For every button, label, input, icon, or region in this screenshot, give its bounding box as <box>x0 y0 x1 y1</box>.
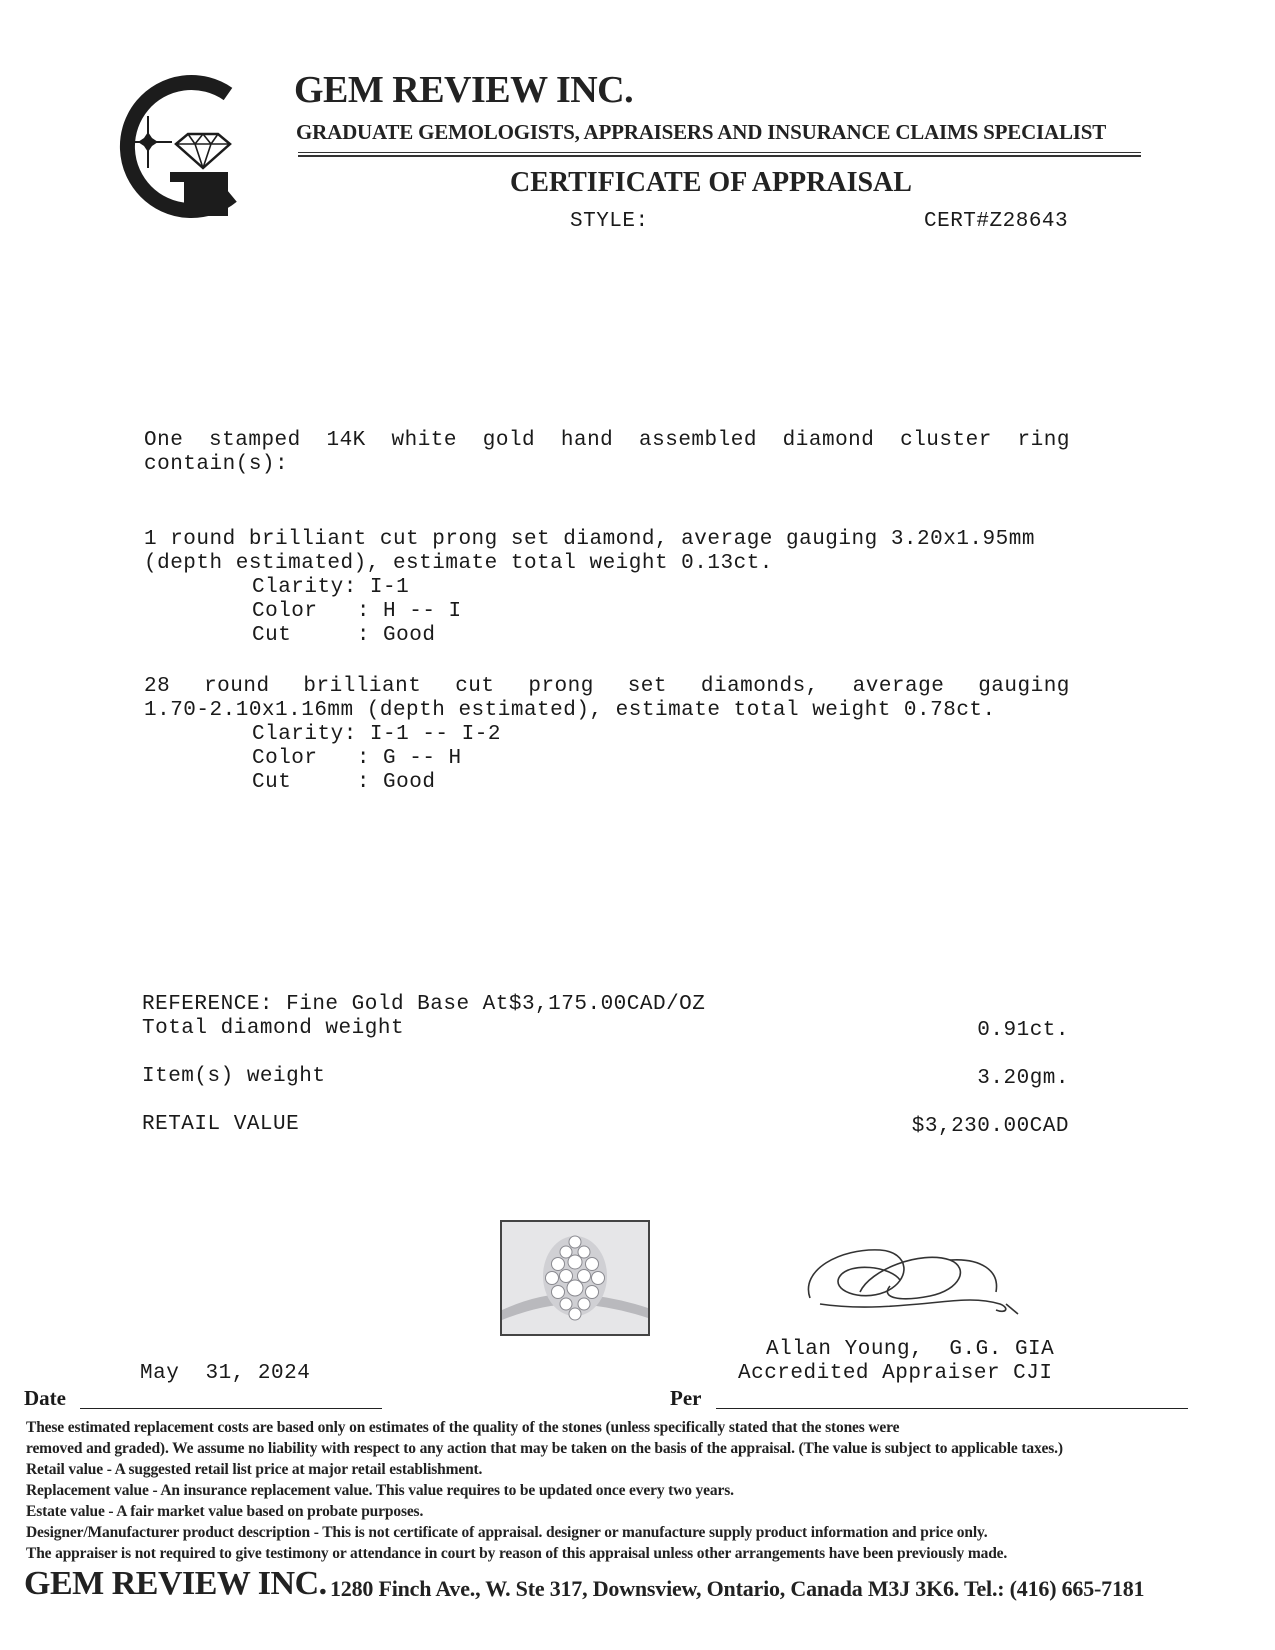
description-word: set <box>627 675 668 698</box>
per-signature-line <box>716 1408 1188 1409</box>
description-word: stamped <box>209 429 301 452</box>
description-word: cluster <box>900 429 992 452</box>
appraiser-name: Allan Young, G.G. GIA <box>766 1338 1055 1361</box>
appraisal-date: May 31, 2024 <box>140 1362 311 1385</box>
gem-review-logo <box>100 72 248 228</box>
description-word: white <box>391 429 458 452</box>
description-word: prong <box>528 675 594 698</box>
description-word: brilliant <box>303 675 422 698</box>
cluster-stones-color: Color : G -- H <box>252 747 462 770</box>
center-stone-description: (depth estimated), estimate total weight 0.13ct. <box>144 552 773 575</box>
cluster-stones-description <box>144 675 1070 698</box>
footer-company-name: GEM REVIEW INC. <box>24 1565 327 1602</box>
disclaimer-line: The appraiser is not required to give testimony or attendance in court by reason of this appraisal unless other arrangements have been previously made. <box>26 1545 1008 1562</box>
description-word: ring <box>1017 429 1070 452</box>
center-stone-color: Color : H -- I <box>252 600 462 623</box>
description-word: cut <box>455 675 495 698</box>
appraiser-title: Accredited Appraiser CJI <box>738 1362 1053 1385</box>
disclaimer-line: Retail value - A suggested retail list price at major retail establishment. <box>26 1461 483 1478</box>
company-name: GEM REVIEW INC. <box>294 69 634 111</box>
description-word: assembled <box>639 429 757 452</box>
item-description-line <box>144 429 1070 452</box>
gold-reference: REFERENCE: Fine Gold Base At$3,175.00CAD/OZ <box>142 993 706 1016</box>
retail-value-label: RETAIL VALUE <box>142 1113 300 1136</box>
description-word: gold <box>482 429 536 452</box>
total-diamond-weight-value: 0.91ct. <box>977 1019 1069 1042</box>
footer-address: 1280 Finch Ave., W. Ste 317, Downsview, Ontario, Canada M3J 3K6. Tel.: (416) 665-7181 <box>330 1576 1145 1601</box>
style-label: STYLE: <box>570 210 649 233</box>
description-word: 14K <box>326 429 366 452</box>
header-divider <box>298 155 1141 157</box>
disclaimer-line: Replacement value - An insurance replacement value. This value requires to be updated once every two years. <box>26 1482 734 1499</box>
company-tagline: GRADUATE GEMOLOGISTS, APPRAISERS AND INSURANCE CLAIMS SPECIALIST <box>296 120 1107 144</box>
cluster-stones-cut: Cut : Good <box>252 771 436 794</box>
header-divider <box>298 152 1141 153</box>
date-label: Date <box>24 1386 66 1410</box>
date-signature-line <box>80 1408 382 1409</box>
ring-photo <box>500 1220 650 1336</box>
description-word: diamond <box>782 429 875 452</box>
retail-value-amount: $3,230.00CAD <box>911 1115 1069 1138</box>
ring-image <box>502 1222 648 1334</box>
disclaimer-line: Designer/Manufacturer product description - This is not certificate of appraisal. designer or manufacture supply product information and price only. <box>26 1524 988 1541</box>
item-weight-value: 3.20gm. <box>977 1067 1069 1090</box>
cluster-stones-description: 1.70-2.10x1.16mm (depth estimated), estimate total weight 0.78ct. <box>144 699 996 722</box>
disclaimer-line: These estimated replacement costs are based only on estimates of the quality of the stones (unless specifically stated that the stones were <box>26 1419 900 1436</box>
description-word: One <box>144 429 184 452</box>
description-word: diamonds, <box>700 675 819 698</box>
description-word: hand <box>560 429 614 452</box>
center-stone-cut: Cut : Good <box>252 624 436 647</box>
item-weight-label: Item(s) weight <box>142 1065 326 1088</box>
total-diamond-weight-label: Total diamond weight <box>142 1017 405 1040</box>
item-description-line: contain(s): <box>144 453 289 476</box>
description-word: average <box>852 675 945 698</box>
cluster-stones-clarity: Clarity: I-1 -- I-2 <box>252 723 501 746</box>
disclaimer-line: Estate value - A fair market value based on probate purposes. <box>26 1503 424 1520</box>
description-word: gauging <box>978 675 1070 698</box>
per-label: Per <box>670 1386 702 1410</box>
certificate-number: CERT#Z28643 <box>924 210 1069 233</box>
appraiser-signature <box>800 1240 1030 1330</box>
description-word: round <box>204 675 270 698</box>
disclaimer-line: removed and graded). We assume no liability with respect to any action that may be taken on the basis of the appraisal. (The value is subject to applicable taxes.) <box>26 1440 1063 1457</box>
document-title: CERTIFICATE OF APPRAISAL <box>510 167 912 198</box>
center-stone-clarity: Clarity: I-1 <box>252 576 410 599</box>
description-word: 28 <box>144 675 171 698</box>
center-stone-description: 1 round brilliant cut prong set diamond, average gauging 3.20x1.95mm <box>144 528 1035 551</box>
